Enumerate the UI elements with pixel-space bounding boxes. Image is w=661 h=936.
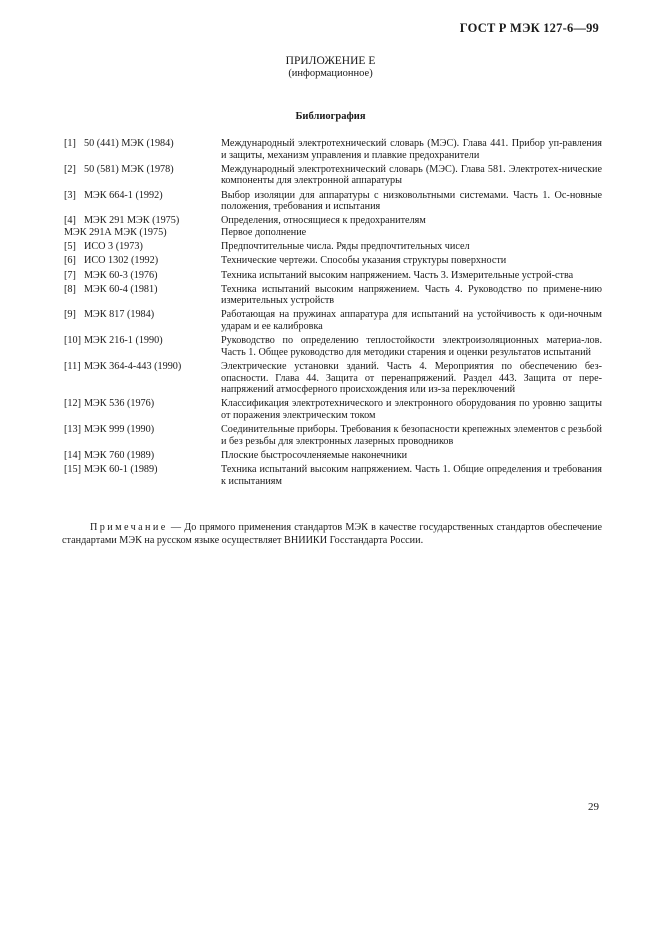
reference-number: [1] bbox=[64, 138, 76, 149]
reference-number: [13] bbox=[64, 424, 81, 436]
reference-title: Электрические установки зданий. Часть 4. Мероприятия по обеспечению без-опасности. Глава 44. Защита от перенапряжений. Раздел 443. Защита от пере-напряжений атмосферного происхождения или из-за переключений bbox=[221, 361, 602, 396]
reference-entry bbox=[64, 215, 602, 227]
reference-code: МЭК 60-4 (1981) bbox=[84, 283, 158, 295]
reference-number: [12] bbox=[64, 398, 81, 410]
reference-code: 50 (441) МЭК (1984) bbox=[84, 138, 174, 149]
reference-code: МЭК 216-1 (1990) bbox=[84, 335, 163, 347]
bibliography-heading: Библиография bbox=[295, 111, 366, 122]
note-text: До прямого применения стандартов МЭК в качестве государственных стандартов обеспечение стандартами МЭК на русском языке осуществляет ВНИИКИ Госстандарта России. bbox=[62, 522, 603, 546]
reference-code: ИСО 1302 (1992) bbox=[84, 255, 159, 267]
reference-title: Техника испытаний высоким напряжением. Часть 4. Руководство по примене-нию измерительных устройств bbox=[221, 283, 602, 307]
reference-number: [2] bbox=[64, 163, 76, 175]
reference-title: Соединительные приборы. Требования к безопасности крепежных элементов с резьбой и без резьбы для электронных лазерных проводников bbox=[221, 424, 602, 447]
reference-entry bbox=[64, 284, 602, 307]
reference-entry bbox=[64, 164, 602, 187]
reference-code: МЭК 760 (1989) bbox=[84, 449, 155, 461]
reference-number: [10] bbox=[64, 335, 81, 347]
reference-title: Определения, относящиеся к предохранителям bbox=[221, 215, 426, 227]
reference-number: [9] bbox=[64, 309, 76, 321]
standard-code-header: ГОСТ Р МЭК 127-6—99 bbox=[459, 21, 599, 35]
reference-title: Плоские быстросочленяемые наконечники bbox=[221, 449, 408, 461]
reference-code-cell bbox=[64, 164, 221, 187]
reference-code-cell bbox=[64, 270, 221, 282]
reference-title: Техника испытаний высоким напряжением. Часть 3. Измерительные устрой-ства bbox=[221, 269, 574, 281]
reference-code-cell bbox=[64, 255, 221, 267]
appendix-title: ПРИЛОЖЕНИЕ Е bbox=[285, 55, 376, 67]
reference-entry bbox=[64, 464, 602, 487]
reference-code-cell bbox=[64, 190, 221, 213]
reference-sub-entry bbox=[64, 227, 602, 239]
reference-entry bbox=[64, 309, 602, 332]
note-paragraph bbox=[62, 521, 602, 547]
reference-entry bbox=[64, 241, 602, 253]
reference-code: 50 (581) МЭК (1978) bbox=[84, 163, 174, 175]
reference-number: [7] bbox=[64, 269, 76, 281]
reference-entry bbox=[64, 270, 602, 282]
reference-number: [4] bbox=[64, 215, 76, 227]
note-label: Примечание bbox=[90, 522, 168, 533]
reference-title: Техника испытаний высоким напряжением. Часть 1. Общие определения и требования к испытаниям bbox=[221, 464, 602, 487]
reference-code: МЭК 60-3 (1976) bbox=[84, 269, 158, 281]
reference-code: МЭК 60-1 (1989) bbox=[84, 464, 158, 476]
reference-code-cell bbox=[64, 241, 221, 253]
reference-code-cell bbox=[64, 335, 221, 358]
page-number: 29 bbox=[588, 801, 599, 813]
bibliography-list bbox=[64, 138, 602, 490]
reference-entry bbox=[64, 398, 602, 421]
reference-code: ИСО 3 (1973) bbox=[84, 241, 143, 253]
reference-code: МЭК 364-4-443 (1990) bbox=[84, 361, 182, 373]
reference-code: МЭК 536 (1976) bbox=[84, 398, 155, 410]
reference-code-cell bbox=[64, 361, 221, 396]
reference-number: [15] bbox=[64, 464, 81, 476]
reference-number: [14] bbox=[64, 449, 81, 461]
reference-entry bbox=[64, 190, 602, 213]
reference-code-cell bbox=[64, 284, 221, 307]
reference-title: Работающая на пружинах аппаратура для испытаний на устойчивость к оди-ночным ударам и ее калибровка bbox=[221, 309, 602, 333]
reference-sub-code: МЭК 291А МЭК (1975) bbox=[64, 226, 167, 238]
reference-code: МЭК 664-1 (1992) bbox=[84, 189, 163, 201]
reference-number: [8] bbox=[64, 283, 76, 295]
reference-title: Технические чертежи. Способы указания структуры поверхности bbox=[221, 255, 507, 267]
reference-title: Международный электротехнический словарь (МЭС). Глава 581. Электротех-нические компоненты для электронной аппаратуры bbox=[221, 163, 602, 187]
reference-sub-title: Первое дополнение bbox=[221, 226, 307, 238]
reference-entry bbox=[64, 450, 602, 462]
reference-entry bbox=[64, 424, 602, 447]
reference-code-cell bbox=[64, 398, 221, 421]
reference-entry bbox=[64, 255, 602, 267]
reference-title: Классификация электротехнического и электронного оборудования по уровню защиты от поражения электрическим током bbox=[221, 398, 602, 421]
reference-title: Международный электротехнический словарь (МЭС). Глава 441. Прибор уп-равления и защиты, механизм управления и плавкие предохранители bbox=[221, 138, 602, 161]
reference-code-cell bbox=[64, 424, 221, 447]
reference-number: [5] bbox=[64, 241, 76, 253]
reference-entry bbox=[64, 138, 602, 161]
reference-code-cell bbox=[64, 138, 221, 161]
reference-code-cell bbox=[64, 309, 221, 332]
reference-title: Предпочтительные числа. Ряды предпочтительных чисел bbox=[221, 241, 470, 253]
reference-code: МЭК 817 (1984) bbox=[84, 309, 155, 321]
reference-number: [3] bbox=[64, 189, 76, 201]
reference-title: Выбор изоляции для аппаратуры с низковольтными системами. Часть 1. Ос-новные положения, требования и испытания bbox=[221, 189, 602, 213]
reference-number: [11] bbox=[64, 361, 81, 373]
reference-entry bbox=[64, 361, 602, 396]
appendix-subtitle: (информационное) bbox=[288, 68, 373, 79]
reference-code-cell bbox=[64, 215, 221, 227]
note-dash: — bbox=[167, 522, 185, 533]
reference-code-cell bbox=[64, 464, 221, 487]
reference-title: Руководство по определению теплостойкости электроизоляционных материа-лов. Часть 1. Общее руководство для методики старения и оценки результатов испытаний bbox=[221, 335, 602, 358]
reference-code: МЭК 999 (1990) bbox=[84, 424, 155, 436]
reference-code-cell bbox=[64, 450, 221, 462]
reference-number: [6] bbox=[64, 255, 76, 267]
reference-entry bbox=[64, 335, 602, 358]
reference-code: МЭК 291 МЭК (1975) bbox=[84, 215, 180, 227]
